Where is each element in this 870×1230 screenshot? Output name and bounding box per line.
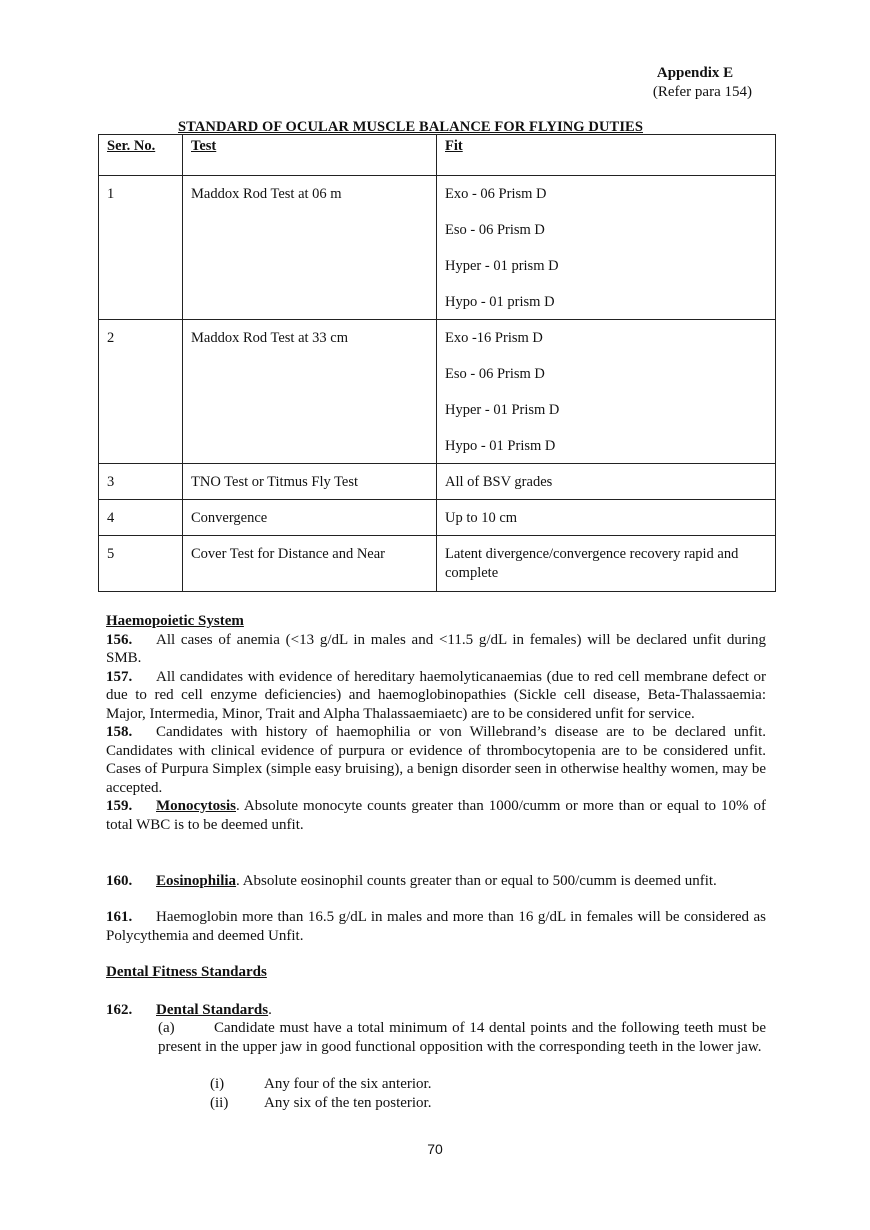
- table-row: [99, 500, 776, 536]
- ser-no-cell: 1: [99, 176, 183, 320]
- fit-cell: Up to 10 cm: [437, 500, 776, 536]
- paragraph-term: Eosinophilia: [156, 873, 237, 889]
- paragraph-text: All candidates with evidence of hereditary haemolyticanaemias (due to red cell membrane defect or due to red cell enzyme deficiencies) and haemoglobinopathies (Sickle cell disease, Beta-Thalassaemia: Major, Intermedia, Minor, Trait and Alpha Thalassaemiaetc) are to be considered unfit for service.: [106, 668, 766, 722]
- paragraph-suffix: .: [268, 1002, 272, 1018]
- test-cell: TNO Test or Titmus Fly Test: [183, 464, 437, 500]
- test-cell: Cover Test for Distance and Near: [183, 536, 437, 592]
- fit-cell: All of BSV grades: [437, 464, 776, 500]
- fit-value: Hyper - 01 prism D: [445, 258, 559, 274]
- fit-cell: Latent divergence/convergence recovery rapid and complete: [437, 536, 776, 592]
- fit-value: Eso - 06 Prism D: [445, 366, 545, 382]
- ser-no-cell: 3: [99, 464, 183, 500]
- paragraph-text: All cases of anemia (<13 g/dL in males and <11.5 g/dL in females) will be declared unfit during SMB.: [106, 631, 766, 666]
- paragraph-text: Haemoglobin more than 16.5 g/dL in males and more than 16 g/dL in females will be considered as Polycythemia and deemed Unfit.: [106, 909, 766, 944]
- ocular-balance-table: [98, 134, 776, 592]
- paragraph-number: 156.: [106, 631, 133, 648]
- appendix-reference: (Refer para 154): [652, 84, 752, 100]
- paragraph-number: 158.: [106, 724, 133, 740]
- paragraph-term: Dental Standards: [156, 1002, 269, 1018]
- section-heading: Haemopoietic System: [106, 613, 244, 629]
- dental-item: [210, 1075, 431, 1094]
- paragraph-162: [106, 1001, 766, 1020]
- ser-no-cell: 4: [99, 500, 183, 536]
- paragraph-term: Monocytosis: [156, 798, 236, 814]
- paragraph-number: 160.: [106, 873, 133, 889]
- appendix-header: [653, 64, 752, 102]
- item-label: (ii): [210, 1095, 229, 1111]
- fit-value: Hyper - 01 Prism D: [445, 402, 560, 418]
- table-title: STANDARD OF OCULAR MUSCLE BALANCE FOR FLYING DUTIES: [178, 119, 643, 135]
- clause-text: Candidate must have a total minimum of 14 dental points and the following teeth must be present in the upper jaw in good functional opposition with the corresponding teeth in the lower jaw.: [158, 1020, 766, 1055]
- test-cell: Maddox Rod Test at 06 m: [183, 176, 437, 320]
- fit-value: Hypo - 01 Prism D: [445, 438, 556, 454]
- column-header-fit: Fit: [437, 135, 776, 176]
- dental-item: [210, 1094, 431, 1113]
- paragraph-158: [106, 723, 766, 797]
- paragraph-161: [106, 908, 766, 945]
- paragraph-number: 159.: [106, 798, 133, 814]
- ser-no-cell: 5: [99, 536, 183, 592]
- column-header-test: Test: [183, 135, 437, 176]
- table-row: [99, 536, 776, 592]
- table-row: [99, 464, 776, 500]
- item-text: Any four of the six anterior.: [264, 1076, 432, 1092]
- table-row: [99, 320, 776, 464]
- ser-no-cell: 2: [99, 320, 183, 464]
- paragraph-number: 162.: [106, 1002, 133, 1018]
- paragraph-number: 157.: [106, 668, 133, 685]
- paragraph-text: . Absolute eosinophil counts greater than or equal to 500/cumm is deemed unfit.: [236, 873, 717, 889]
- test-cell: Maddox Rod Test at 33 cm: [183, 320, 437, 464]
- fit-value: Exo -16 Prism D: [445, 330, 543, 346]
- paragraph-156: [106, 631, 766, 668]
- paragraph-159: [106, 797, 766, 834]
- fit-cell: [437, 320, 776, 464]
- dental-clause-a: [158, 1019, 766, 1056]
- clause-label: (a): [158, 1020, 175, 1036]
- fit-value: Hypo - 01 prism D: [445, 294, 555, 310]
- fit-value: Exo - 06 Prism D: [445, 186, 547, 202]
- item-label: (i): [210, 1076, 225, 1092]
- paragraph-text: Candidates with history of haemophilia or von Willebrand’s disease are to be declared unfit. Candidates with clinical evidence of purpura or evidence of thrombocytopenia are to be considered unfit. Cases of Purpura Simplex (simple easy bruising), a benign disorder seen in otherwise healthy women, may be accepted.: [106, 724, 766, 796]
- test-cell: Convergence: [183, 500, 437, 536]
- fit-value: Eso - 06 Prism D: [445, 222, 545, 238]
- page-number: 70: [427, 1141, 443, 1157]
- paragraph-text: . Absolute monocyte counts greater than 1000/cumm or more than or equal to 10% of total WBC is to be deemed unfit.: [106, 798, 766, 833]
- item-text: Any six of the ten posterior.: [264, 1095, 432, 1111]
- haemopoietic-section: [106, 612, 766, 834]
- fit-cell: [437, 176, 776, 320]
- table-header-row: [99, 135, 776, 176]
- table-row: [99, 176, 776, 320]
- paragraph-157: [106, 668, 766, 724]
- dental-heading: Dental Fitness Standards: [106, 964, 267, 980]
- paragraph-160: [106, 872, 766, 891]
- column-header-ser-no: Ser. No.: [99, 135, 183, 176]
- appendix-title: Appendix E: [656, 65, 734, 81]
- paragraph-number: 161.: [106, 909, 133, 925]
